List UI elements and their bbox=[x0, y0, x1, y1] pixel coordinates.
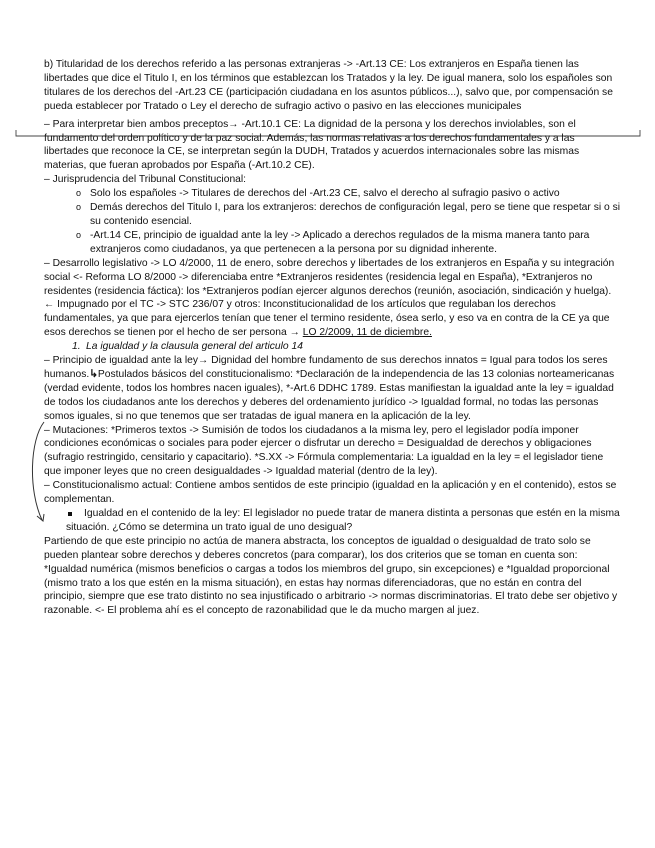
list-item: o Solo los españoles -> Titulares de derechos del -Art.23 CE, salvo el derecho al sufragio pasivo o activo bbox=[76, 187, 622, 201]
bullet-igualdad-contenido bbox=[44, 507, 622, 535]
igualdad-contenido-text: Igualdad en el contenido de la ley: El legislador no puede tratar de manera distinta a personas que estén en la misma situación. ¿Cómo se determina un trato igual de uno desigual? bbox=[66, 508, 620, 533]
document-page bbox=[44, 58, 622, 618]
hook-arrow-icon: ↳ bbox=[89, 368, 98, 380]
paragraph-constitucionalismo: – Constitucionalismo actual: Contiene ambos sentidos de este principio (igualdad en la aplicación y en el contenido), estos se complementan. bbox=[44, 480, 617, 506]
desarrollo-text: – Desarrollo legislativo -> LO 4/2000, 11 de enero, sobre derechos y libertades de los extranjeros en España y su integración social <- Reforma LO 8/2000 -> diferenciaba entre *Extranjeros residentes (residencia legal en España), *Extranjeros no residentes (residencia fáctica): los *Extranjeros podían ejercer algunos derechos (reunión, asociación, sindicación y huelga). ← Impugnado por el TC -> STC 236/07 y otros: Inconstitucionalidad de los artículos que regulaban los derechos fundamentales, ya que para ejercerlos tenían que tener el termino residente, ósea serlo, y eso va en contra de la CE ya que esos derechos se tienen por el hecho de ser persona → bbox=[44, 257, 615, 339]
postulados-text: Postulados básicos del constitucionalismo: *Declaración de la independencia de las 13 colonias norteamericanas (verdad evidente, todos los hombres nacen iguales), *-Art.6 DDHC 1789. Estas manifiestan la igualdad ante la ley = igualdad de todos los ciudadanos ante los derechos y deberes del ordenamiento jurídico -> Igualdad formal, no todas las personas somos iguales, si no que tenemos que ser tratadas de igual manera en la aplicación de la ley. bbox=[44, 368, 615, 422]
paragraph-partiendo: Partiendo de que este principio no actúa de manera abstracta, los conceptos de igualdad o desigualdad de trato solo se pueden plantear sobre derechos y deberes concretos (para comparar), los dos criterios que se toman en cuenta son: *Igualdad numérica (mismos beneficios o cargas a todos los miembros del grupo, sin excepciones) e *Igualdad proporcional (mismo trato a los que estén en la misma situación), en estas hay normas diferenciadoras, que no están en contra del principio, siempre que ese trato distinto no sea injustificado o arbitrario -> normas discriminatorias. El trato debe ser objetivo y razonable. <- El problema ahí es el concepto de razonabilidad que le da mucho margen al juez. bbox=[44, 535, 618, 617]
principio-text: – Principio de igualdad ante la ley→ Dignidad del hombre fundamento de sus derechos innatos = Igual para todos los seres humanos. bbox=[44, 355, 608, 380]
section-heading bbox=[44, 340, 622, 354]
paragraph-mutaciones: – Mutaciones: *Primeros textos -> Sumisión de todos los ciudadanos a la misma ley, pero el legislador podía imponer condiciones económicas o sociales para poder ejercer o disfrutar un derecho = Desigualdad de derechos y obligaciones (sufragio restringido, censitario y capacitario). *S.XX -> Fórmula complementaria: La igualdad en la ley = el legislador tiene que imponer leyes que no creen desigualdades -> Igualdad material (dentro de la ley). bbox=[44, 424, 604, 478]
list-item: o -Art.14 CE, principio de igualdad ante la ley -> Aplicado a derechos regulados de la misma manera tanto para extranjeros como ciudadanos, ya que pertenecen a la persona por su dignidad inherente. bbox=[76, 229, 622, 257]
paragraph-jurisprudencia: – Jurisprudencia del Tribunal Constitucional: bbox=[44, 174, 247, 186]
square-bullet-icon bbox=[68, 512, 72, 516]
paragraph-interpretar: – Para interpretar bien ambos preceptos→ -Art.10.1 CE: La dignidad de la persona y los derechos inviolables, son el fundamento del orden político y de la paz social. Además, las normas relativas a los derechos fundamentales y a las libertades que reconoce la CE, se interpretan según la DUDH, Tratados y acuerdos internacionales sobre las mismas materias, que fueran aprobados por España (-Art.10.2 CE). bbox=[44, 118, 580, 172]
lo-2009-reference: LO 2/2009, 11 de diciembre. bbox=[302, 327, 432, 339]
paragraph-principio-igualdad bbox=[44, 354, 622, 424]
heading-text: La igualdad y la clausula general del articulo 14 bbox=[86, 341, 303, 353]
heading-number: 1. bbox=[72, 341, 81, 353]
jurisprudence-list bbox=[44, 187, 622, 257]
paragraph-desarrollo-legislativo bbox=[44, 257, 622, 340]
list-item: o Demás derechos del Titulo I, para los extranjeros: derechos de configuración legal, pero se tiene que respetar si o si su contenido esencial. bbox=[76, 201, 622, 229]
paragraph-titularidad: b) Titularidad de los derechos referido a las personas extranjeras -> -Art.13 CE: Los extranjeros en España tienen las libertades que dice el Titulo I, en los términos que establezcan los Tratados y la ley. De igual manera, solo los españoles son titulares de los derechos del -Art.23 CE (participación ciudadana en los asuntos públicos...), salvo que, por compensación se pueda establecer por Tratado o Ley el derecho de sufragio activo o pasivo en las elecciones municipales bbox=[44, 59, 613, 112]
